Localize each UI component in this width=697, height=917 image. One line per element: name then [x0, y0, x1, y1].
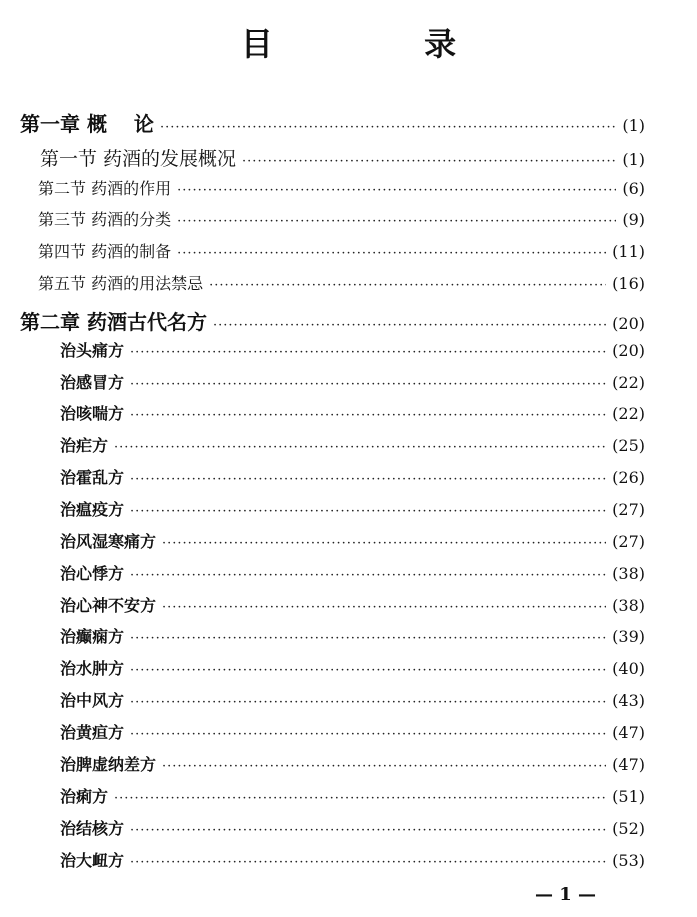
toc-entry-label: 第二节 药酒的作用 — [38, 179, 172, 198]
toc-entry-page: (11) — [612, 242, 645, 261]
toc-entry-label: 治黄疸方 — [60, 723, 125, 742]
toc-entry-page: (27) — [612, 532, 645, 551]
toc-entry — [60, 433, 645, 461]
toc-entry-label: 治结核方 — [60, 819, 125, 838]
toc-entry-label: 治疟方 — [60, 436, 109, 455]
toc-leader-dots — [162, 759, 606, 774]
toc-entry-page: (1) — [622, 150, 645, 169]
toc-leader-dots — [130, 855, 606, 870]
toc-entry-label: 第二章 药酒古代名方 — [20, 310, 207, 334]
toc-entry-label: 治瘟疫方 — [60, 500, 125, 519]
toc-entry-label: 治咳喘方 — [60, 404, 125, 423]
toc-entry — [60, 688, 645, 716]
toc-entry — [38, 207, 645, 235]
toc-entry — [60, 656, 645, 684]
toc-leader-dots — [114, 440, 606, 455]
toc-entry-label: 治霍乱方 — [60, 468, 125, 487]
toc-leader-dots — [177, 246, 606, 261]
toc-entry-label: 第三节 药酒的分类 — [38, 210, 172, 229]
toc-entry-label: 治中风方 — [60, 691, 125, 710]
toc-entry-page: (22) — [612, 404, 645, 423]
toc-entry — [60, 465, 645, 493]
toc-entry — [60, 593, 645, 621]
toc-leader-dots — [160, 120, 616, 135]
toc-entry-page: (16) — [612, 274, 645, 293]
toc-leader-dots — [130, 568, 606, 583]
toc-leader-dots — [130, 695, 606, 710]
toc-leader-dots — [177, 214, 616, 229]
toc-leader-dots — [114, 791, 606, 806]
toc-leader-dots — [130, 727, 606, 742]
toc-entry — [20, 108, 645, 136]
toc-entry — [60, 720, 645, 748]
toc-entry — [38, 239, 645, 267]
toc-entry-page: (25) — [612, 436, 645, 455]
toc-entry-page: (53) — [612, 851, 645, 870]
toc-entry — [60, 529, 645, 557]
toc-leader-dots — [209, 278, 606, 293]
toc-entry-page: (38) — [612, 564, 645, 583]
toc-entry-label: 治水肿方 — [60, 659, 125, 678]
page-title: 目 录 — [240, 25, 527, 63]
toc-entry-label: 治心神不安方 — [60, 596, 157, 615]
toc-entry-label: 治癫痫方 — [60, 627, 125, 646]
toc-entry-page: (1) — [622, 116, 645, 135]
toc-entry-page: (51) — [612, 787, 645, 806]
toc-entry — [60, 370, 645, 398]
toc-entry-label: 第四节 药酒的制备 — [38, 242, 172, 261]
toc-entry-page: (40) — [612, 659, 645, 678]
toc-entry-label: 第一节 药酒的发展概况 — [40, 148, 237, 170]
toc-entry-page: (27) — [612, 500, 645, 519]
toc-entry-label: 治大衄方 — [60, 851, 125, 870]
toc-entry-label: 治痢方 — [60, 787, 109, 806]
toc-entry-page: (38) — [612, 596, 645, 615]
toc-leader-dots — [177, 183, 616, 198]
toc-entry — [38, 271, 645, 299]
toc-entry-page: (22) — [612, 373, 645, 392]
toc-entry — [60, 848, 645, 876]
toc-leader-dots — [162, 600, 606, 615]
toc-leader-dots — [162, 536, 606, 551]
toc-entry — [60, 401, 645, 429]
toc-entry-page: (52) — [612, 819, 645, 838]
toc-entry-page: (9) — [622, 210, 645, 229]
toc-entry-page: (39) — [612, 627, 645, 646]
toc-entry — [60, 816, 645, 844]
toc-leader-dots — [130, 823, 606, 838]
page-number: — 1 — — [535, 884, 597, 905]
toc-entry-label: 治头痛方 — [60, 341, 125, 360]
toc-entry — [60, 752, 645, 780]
toc-entry-page: (20) — [612, 314, 645, 333]
toc-leader-dots — [130, 663, 606, 678]
toc-leader-dots — [130, 472, 606, 487]
toc-entry-label: 第一章 概 论 — [20, 112, 154, 136]
toc-leader-dots — [242, 154, 616, 169]
toc-entry-label: 治风湿寒痛方 — [60, 532, 157, 551]
toc-entry — [60, 561, 645, 589]
toc-entry — [60, 624, 645, 652]
toc-entry-page: (6) — [622, 179, 645, 198]
toc-entry-label: 治脾虚纳差方 — [60, 755, 157, 774]
toc-entry — [60, 338, 645, 366]
toc-entry-page: (20) — [612, 341, 645, 360]
toc-leader-dots — [130, 377, 606, 392]
toc-entry-page: (26) — [612, 468, 645, 487]
toc-entry-label: 治心悸方 — [60, 564, 125, 583]
toc-entry — [38, 176, 645, 204]
toc-entry — [20, 306, 645, 334]
toc-leader-dots — [130, 408, 606, 423]
toc-entry — [60, 497, 645, 525]
toc-entry-label: 第五节 药酒的用法禁忌 — [38, 274, 204, 293]
toc-entry — [60, 784, 645, 812]
toc-leader-dots — [130, 345, 606, 360]
toc-leader-dots — [130, 631, 606, 646]
toc-entry-label: 治感冒方 — [60, 373, 125, 392]
toc-entry-page: (47) — [612, 755, 645, 774]
toc-entry-page: (47) — [612, 723, 645, 742]
toc-entry — [40, 144, 645, 172]
toc-leader-dots — [130, 504, 606, 519]
toc-leader-dots — [213, 318, 606, 333]
toc-entry-page: (43) — [612, 691, 645, 710]
